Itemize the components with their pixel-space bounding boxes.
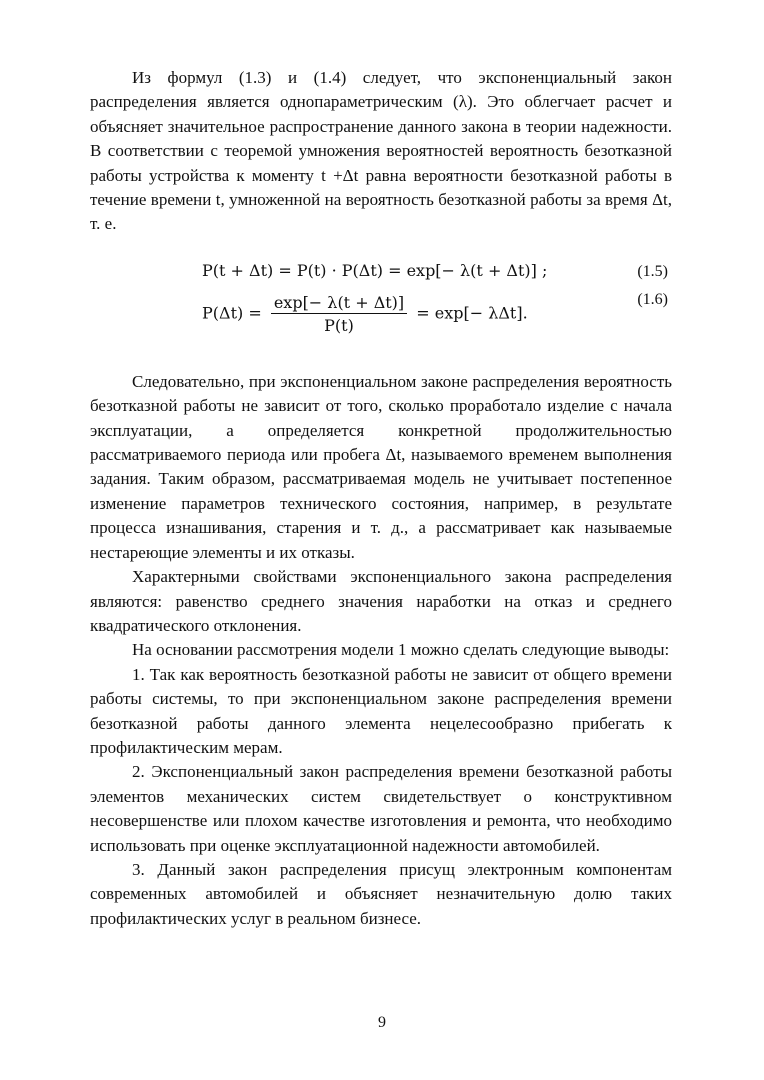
formula-1-6-fraction bbox=[271, 293, 407, 335]
formula-1-6-lhs: P(Δt) = bbox=[202, 303, 262, 323]
list-item-1: 1. Так как вероятность безотказной работы не зависит от общего времени работы системы, то при экспоненциальном законе распределения времени безотказной работы данного элемента нецелесообразно прибегать к профилактическим мерам. bbox=[90, 664, 672, 757]
formula-1-6-rhs: = exp[− λΔt]. bbox=[416, 303, 528, 323]
paragraph-consequence: Следовательно, при экспоненциальном законе распределения вероятность безотказной работы не зависит от того, сколько проработало изделие с начала эксплуатации, а определяется конкретной продолжительностью рассматриваемого периода или пробега Δt, называемого временем выполнения задания. Таким образом, рассматриваемая модель не учитывает постепенное изменение параметров технического состояния, например, в результате процесса изнашивания, старения и т. д., а рассматривает как называемые нестареющие элементы и их отказы. bbox=[90, 371, 672, 562]
paragraph-conclusions-intro: На основании рассмотрения модели 1 можно сделать следующие выводы: bbox=[132, 640, 670, 660]
paragraph-intro: Из формул (1.3) и (1.4) следует, что экспоненциальный закон распределения является однопараметрическим (λ). Это облегчает расчет и объясняет значительное распространение данного закона в теории надежности. В соответствии с теоремой умножения вероятностей вероятность безотказной работы устройства к моменту t +Δt равна вероятности безотказной работы в течение времени t, умноженной на вероятность безотказной работы за время Δt, т. е. bbox=[90, 68, 672, 234]
page-body bbox=[90, 66, 672, 931]
formula-block bbox=[90, 257, 672, 365]
formula-1-6-numerator: exp[− λ(t + Δt)] bbox=[271, 293, 407, 314]
formula-1-6 bbox=[202, 293, 528, 335]
body-text bbox=[90, 370, 672, 931]
list-item-2: 2. Экспоненциальный закон распределения времени безотказной работы элементов механических систем свидетельствует о конструктивном несовершенстве или плохом качестве изготовления и ремонта, что необходимо использовать при оценке эксплуатационной надежности автомобилей. bbox=[90, 762, 672, 855]
paragraph-properties: Характерными свойствами экспоненциального закона распределения являются: равенство среднего значения наработки на отказ и среднего квадратического отклонения. bbox=[90, 567, 672, 635]
list-item-3: 3. Данный закон распределения присущ электронным компонентам современных автомобилей и объясняет незначительную долю таких профилактических услуг в реальном бизнесе. bbox=[90, 859, 672, 928]
formula-number-1-5: (1.5) bbox=[637, 262, 668, 280]
formula-1-5: P(t + Δt) = P(t) · P(Δt) = exp[− λ(t + Δt)] ; bbox=[202, 260, 548, 280]
page-number: 9 bbox=[378, 1014, 386, 1031]
formula-number-1-6: (1.6) bbox=[637, 290, 668, 308]
formula-1-6-denominator: P(t) bbox=[324, 315, 354, 335]
